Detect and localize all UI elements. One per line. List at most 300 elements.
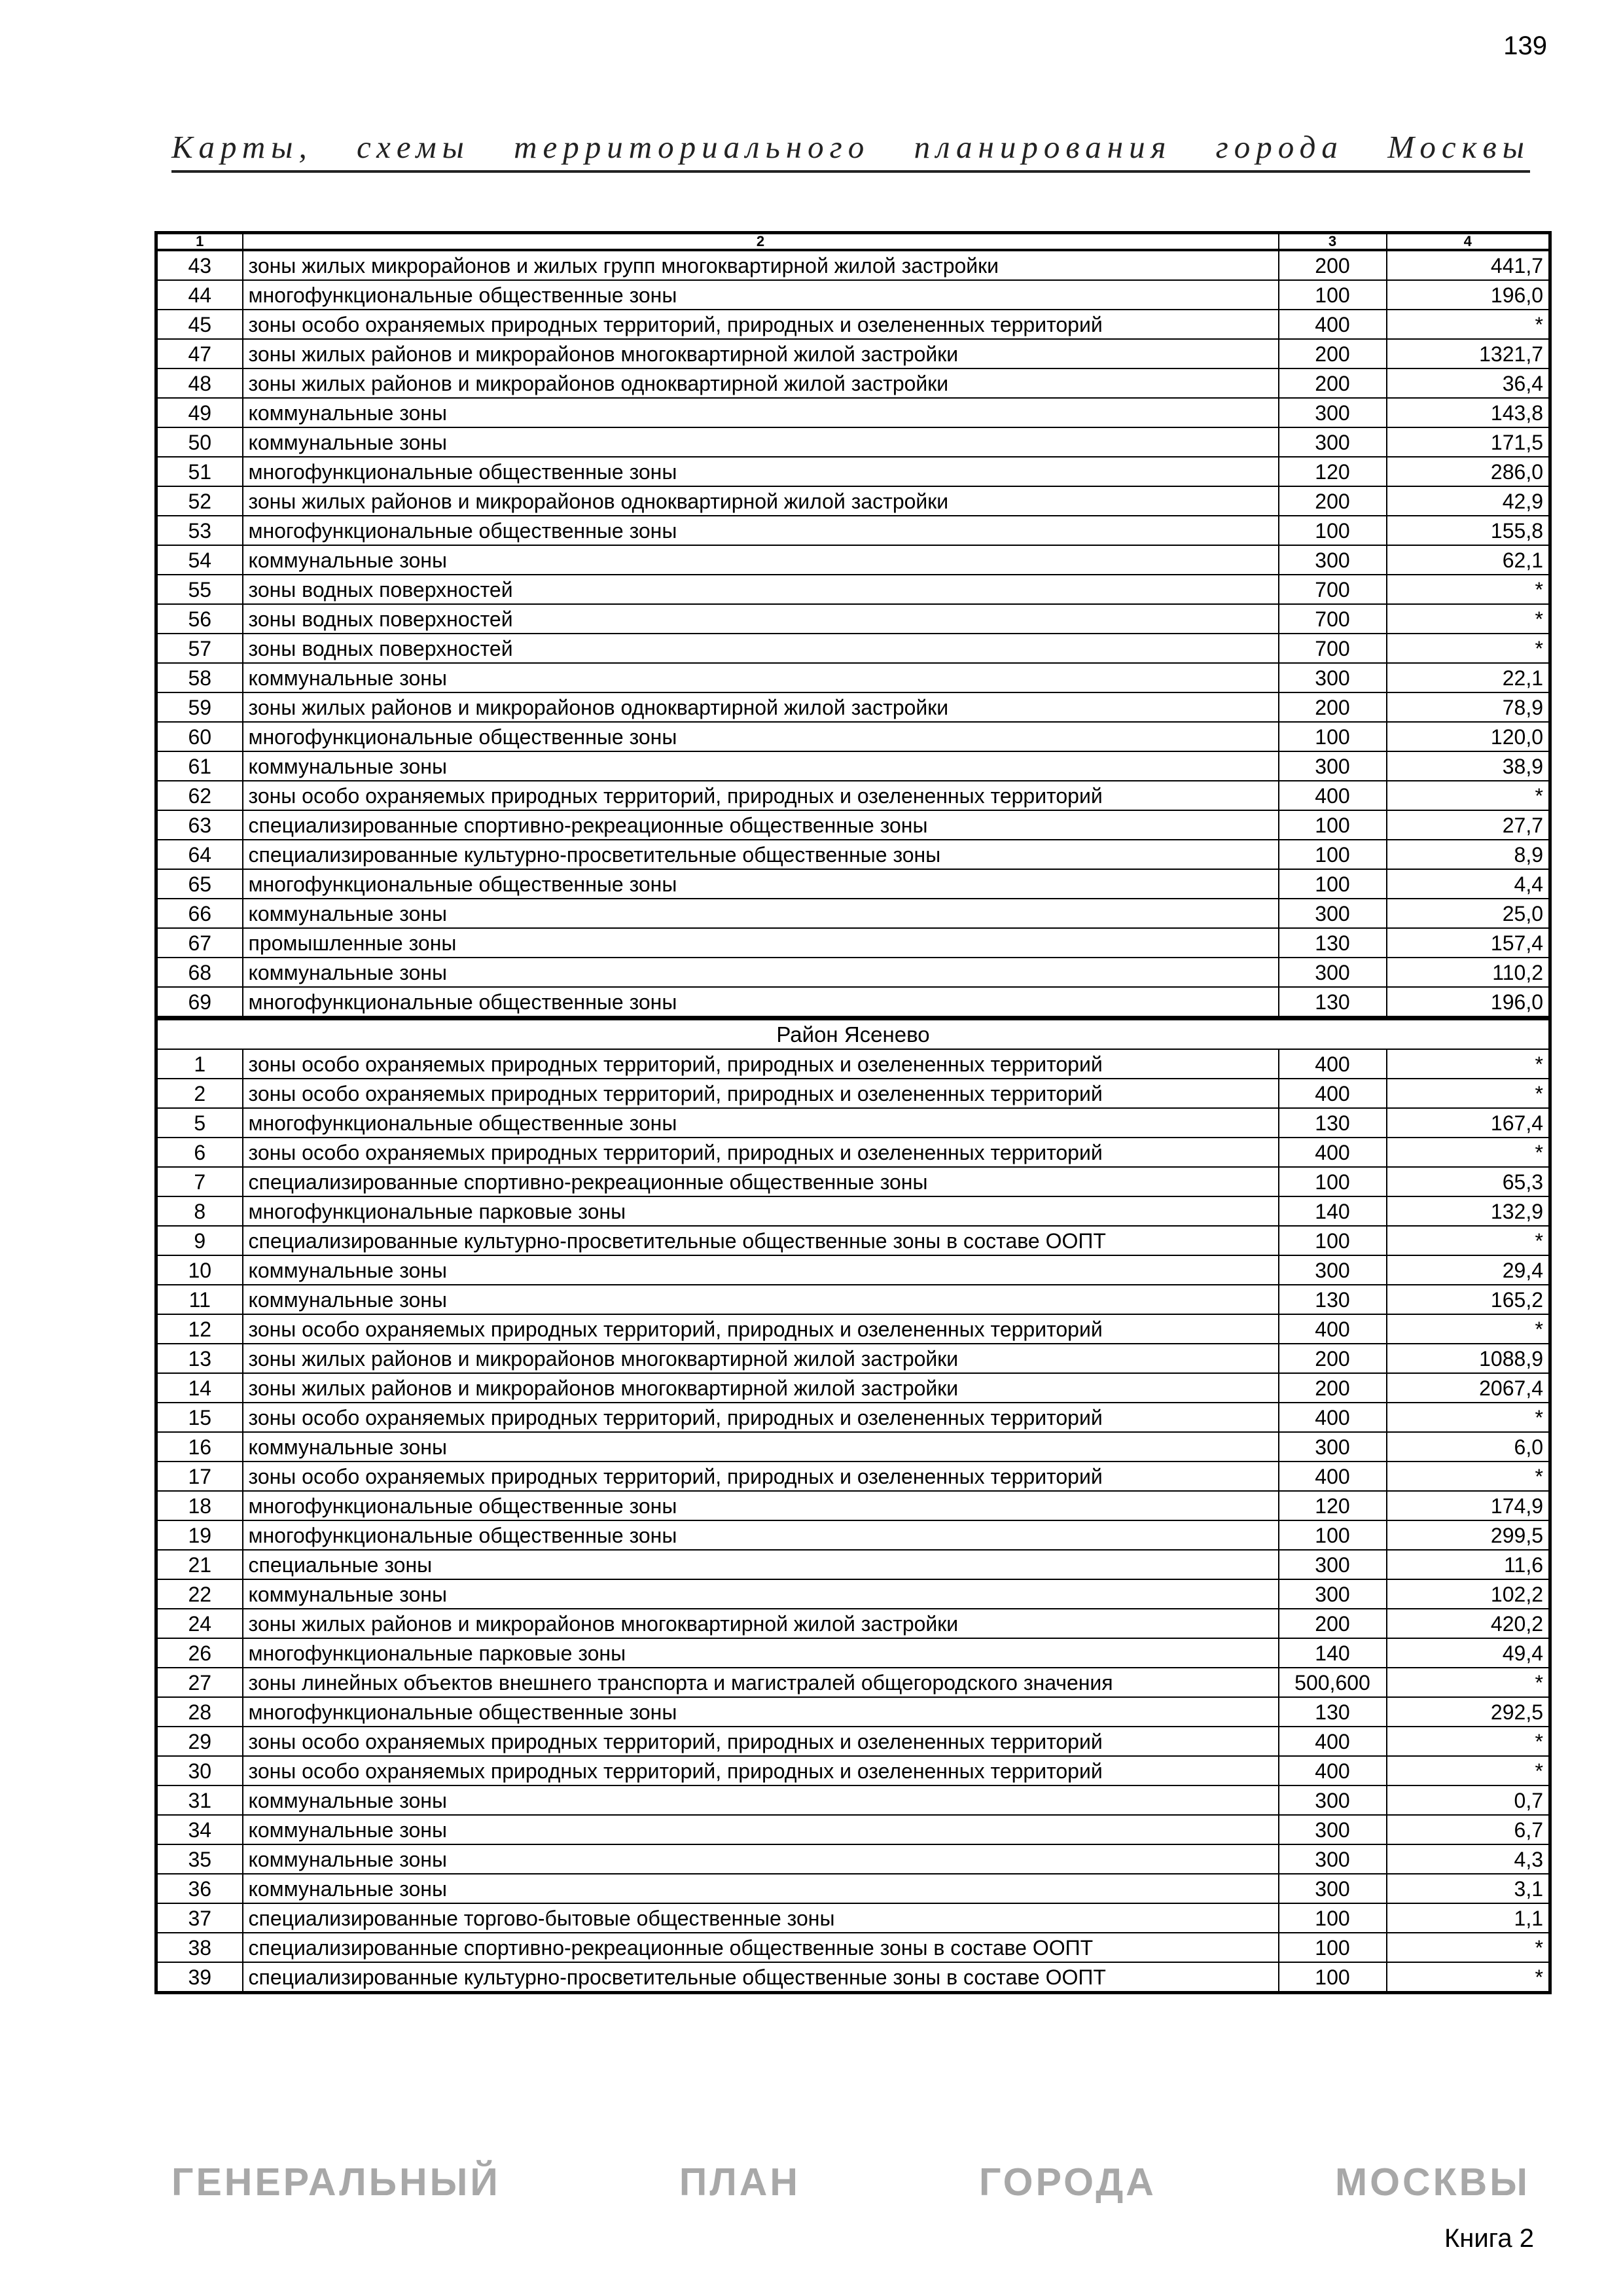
zone-name-cell: коммунальные зоны — [243, 663, 1279, 692]
table-row — [156, 1579, 1550, 1609]
zone-code-cell: 140 — [1279, 1196, 1387, 1226]
row-number-cell: 27 — [156, 1668, 243, 1697]
zone-area-cell: 27,7 — [1387, 810, 1550, 840]
zone-area-cell: * — [1387, 604, 1550, 634]
table-row — [156, 928, 1550, 958]
row-number-cell: 47 — [156, 339, 243, 368]
zone-name-cell: многофункциональные общественные зоны — [243, 1697, 1279, 1727]
zone-name-cell: зоны особо охраняемых природных территорий, природных и озелененных территорий — [243, 310, 1279, 339]
zone-name-cell: многофункциональные парковые зоны — [243, 1196, 1279, 1226]
table-row — [156, 840, 1550, 869]
table-row — [156, 1108, 1550, 1138]
zone-name-cell: специализированные спортивно-рекреационные общественные зоны — [243, 810, 1279, 840]
zone-area-cell: 42,9 — [1387, 486, 1550, 516]
row-number-cell: 24 — [156, 1609, 243, 1638]
zone-name-cell: зоны особо охраняемых природных территорий, природных и озелененных территорий — [243, 1079, 1279, 1108]
table-row — [156, 339, 1550, 368]
zone-name-cell: многофункциональные общественные зоны — [243, 457, 1279, 486]
table-row — [156, 1314, 1550, 1344]
zone-code-cell: 300 — [1279, 663, 1387, 692]
table-row — [156, 310, 1550, 339]
row-number-cell: 10 — [156, 1255, 243, 1285]
row-number-cell: 31 — [156, 1785, 243, 1815]
table-row — [156, 1609, 1550, 1638]
zone-area-cell: 2067,4 — [1387, 1373, 1550, 1403]
zone-name-cell: многофункциональные общественные зоны — [243, 1108, 1279, 1138]
document-header-title: Карты, схемы территориального планирования города Москвы — [171, 129, 1530, 165]
zone-area-cell: * — [1387, 1462, 1550, 1491]
row-number-cell: 65 — [156, 869, 243, 899]
zone-name-cell: коммунальные зоны — [243, 1255, 1279, 1285]
zone-name-cell: зоны водных поверхностей — [243, 634, 1279, 663]
zone-name-cell: зоны особо охраняемых природных территорий, природных и озелененных территорий — [243, 781, 1279, 810]
zone-code-cell: 100 — [1279, 1226, 1387, 1255]
row-number-cell: 44 — [156, 280, 243, 310]
table-row — [156, 1815, 1550, 1844]
zone-area-cell: * — [1387, 1756, 1550, 1785]
zone-code-cell: 200 — [1279, 1609, 1387, 1638]
zone-area-cell: 165,2 — [1387, 1285, 1550, 1314]
zone-code-cell: 200 — [1279, 250, 1387, 280]
zone-code-cell: 700 — [1279, 575, 1387, 604]
row-number-cell: 17 — [156, 1462, 243, 1491]
zone-code-cell: 300 — [1279, 1432, 1387, 1462]
row-number-cell: 69 — [156, 987, 243, 1018]
header-rule — [171, 170, 1530, 173]
zone-code-cell: 100 — [1279, 516, 1387, 545]
column-header: 2 — [243, 233, 1279, 251]
section-row — [156, 1018, 1550, 1050]
zone-name-cell: зоны жилых районов и микрорайонов многоквартирной жилой застройки — [243, 1344, 1279, 1373]
table-row — [156, 398, 1550, 427]
zone-name-cell: зоны особо охраняемых природных территорий, природных и озелененных территорий — [243, 1462, 1279, 1491]
zone-name-cell: зоны линейных объектов внешнего транспорта и магистралей общегородского значения — [243, 1668, 1279, 1697]
table-row — [156, 427, 1550, 457]
zone-code-cell: 400 — [1279, 1727, 1387, 1756]
zone-name-cell: специальные зоны — [243, 1550, 1279, 1579]
table-row — [156, 1727, 1550, 1756]
row-number-cell: 56 — [156, 604, 243, 634]
row-number-cell: 26 — [156, 1638, 243, 1668]
table-row — [156, 545, 1550, 575]
table-row — [156, 1049, 1550, 1079]
row-number-cell: 16 — [156, 1432, 243, 1462]
zone-code-cell: 300 — [1279, 1815, 1387, 1844]
zone-area-cell: 6,7 — [1387, 1815, 1550, 1844]
zone-area-cell: 1,1 — [1387, 1903, 1550, 1933]
zone-name-cell: зоны особо охраняемых природных территорий, природных и озелененных территорий — [243, 1314, 1279, 1344]
row-number-cell: 39 — [156, 1962, 243, 1993]
table-row — [156, 987, 1550, 1018]
zone-code-cell: 100 — [1279, 1903, 1387, 1933]
zone-code-cell: 300 — [1279, 427, 1387, 457]
table-row — [156, 1638, 1550, 1668]
zone-name-cell: зоны жилых районов и микрорайонов многоквартирной жилой застройки — [243, 339, 1279, 368]
zone-area-cell: * — [1387, 634, 1550, 663]
zone-code-cell: 200 — [1279, 339, 1387, 368]
zone-code-cell: 100 — [1279, 1167, 1387, 1196]
zone-code-cell: 130 — [1279, 987, 1387, 1018]
table-row — [156, 1462, 1550, 1491]
zone-area-cell: 11,6 — [1387, 1550, 1550, 1579]
zone-area-cell: 4,4 — [1387, 869, 1550, 899]
row-number-cell: 51 — [156, 457, 243, 486]
zone-name-cell: многофункциональные парковые зоны — [243, 1638, 1279, 1668]
zone-area-cell: 29,4 — [1387, 1255, 1550, 1285]
footer-title: ГЕНЕРАЛЬНЫЙ ПЛАН ГОРОДА МОСКВЫ — [171, 2161, 1530, 2204]
row-number-cell: 59 — [156, 692, 243, 722]
zone-area-cell: 157,4 — [1387, 928, 1550, 958]
table-row — [156, 1668, 1550, 1697]
table-row — [156, 1403, 1550, 1432]
table-row — [156, 516, 1550, 545]
zone-code-cell: 200 — [1279, 1373, 1387, 1403]
zone-code-cell: 400 — [1279, 1314, 1387, 1344]
zone-code-cell: 300 — [1279, 1844, 1387, 1874]
zone-code-cell: 130 — [1279, 1697, 1387, 1727]
table-row — [156, 1079, 1550, 1108]
zone-name-cell: специализированные спортивно-рекреационные общественные зоны в составе ООПТ — [243, 1933, 1279, 1962]
zone-area-cell: 49,4 — [1387, 1638, 1550, 1668]
zone-area-cell: 420,2 — [1387, 1609, 1550, 1638]
table-row — [156, 250, 1550, 280]
zone-code-cell: 700 — [1279, 634, 1387, 663]
zone-area-cell: * — [1387, 310, 1550, 339]
row-number-cell: 58 — [156, 663, 243, 692]
zone-area-cell: 25,0 — [1387, 899, 1550, 928]
row-number-cell: 54 — [156, 545, 243, 575]
row-number-cell: 9 — [156, 1226, 243, 1255]
zone-name-cell: специализированные культурно-просветительные общественные зоны — [243, 840, 1279, 869]
table-row — [156, 1167, 1550, 1196]
row-number-cell: 55 — [156, 575, 243, 604]
zone-code-cell: 400 — [1279, 1403, 1387, 1432]
table-row — [156, 1962, 1550, 1993]
table-row — [156, 575, 1550, 604]
zone-name-cell: коммунальные зоны — [243, 1579, 1279, 1609]
zone-name-cell: зоны водных поверхностей — [243, 604, 1279, 634]
zone-name-cell: многофункциональные общественные зоны — [243, 869, 1279, 899]
row-number-cell: 8 — [156, 1196, 243, 1226]
row-number-cell: 5 — [156, 1108, 243, 1138]
row-number-cell: 34 — [156, 1815, 243, 1844]
zone-name-cell: многофункциональные общественные зоны — [243, 516, 1279, 545]
section-title: Район Ясенево — [156, 1018, 1550, 1050]
zone-code-cell: 100 — [1279, 1520, 1387, 1550]
zone-code-cell: 130 — [1279, 928, 1387, 958]
table-row — [156, 1874, 1550, 1903]
row-number-cell: 7 — [156, 1167, 243, 1196]
row-number-cell: 2 — [156, 1079, 243, 1108]
zone-code-cell: 300 — [1279, 899, 1387, 928]
zone-name-cell: коммунальные зоны — [243, 427, 1279, 457]
zone-name-cell: зоны жилых районов и микрорайонов одноквартирной жилой застройки — [243, 692, 1279, 722]
zone-code-cell: 300 — [1279, 958, 1387, 987]
table-header-row — [156, 233, 1550, 251]
table-row — [156, 1520, 1550, 1550]
row-number-cell: 62 — [156, 781, 243, 810]
row-number-cell: 45 — [156, 310, 243, 339]
zone-code-cell: 300 — [1279, 1255, 1387, 1285]
zone-code-cell: 300 — [1279, 751, 1387, 781]
zone-name-cell: коммунальные зоны — [243, 1815, 1279, 1844]
zone-area-cell: 36,4 — [1387, 368, 1550, 398]
book-label: Книга 2 — [1444, 2224, 1534, 2253]
zone-area-cell: * — [1387, 781, 1550, 810]
table-row — [156, 634, 1550, 663]
row-number-cell: 12 — [156, 1314, 243, 1344]
zone-code-cell: 300 — [1279, 1579, 1387, 1609]
row-number-cell: 15 — [156, 1403, 243, 1432]
zone-area-cell: 120,0 — [1387, 722, 1550, 751]
table-row — [156, 1285, 1550, 1314]
table-row — [156, 1903, 1550, 1933]
column-header: 4 — [1387, 233, 1550, 251]
zones-table — [154, 231, 1552, 1994]
zone-area-cell: 441,7 — [1387, 250, 1550, 280]
zone-area-cell: 286,0 — [1387, 457, 1550, 486]
zone-area-cell: * — [1387, 1226, 1550, 1255]
zone-area-cell: * — [1387, 1314, 1550, 1344]
row-number-cell: 50 — [156, 427, 243, 457]
zone-code-cell: 100 — [1279, 722, 1387, 751]
zone-code-cell: 100 — [1279, 1933, 1387, 1962]
zone-code-cell: 100 — [1279, 869, 1387, 899]
table-row — [156, 1756, 1550, 1785]
zone-name-cell: зоны жилых районов и микрорайонов многоквартирной жилой застройки — [243, 1373, 1279, 1403]
zone-name-cell: зоны жилых районов и микрорайонов одноквартирной жилой застройки — [243, 486, 1279, 516]
zone-area-cell: 65,3 — [1387, 1167, 1550, 1196]
zone-name-cell: зоны жилых микрорайонов и жилых групп многоквартирной жилой застройки — [243, 250, 1279, 280]
column-header: 1 — [156, 233, 243, 251]
zone-area-cell: 4,3 — [1387, 1844, 1550, 1874]
zone-name-cell: коммунальные зоны — [243, 398, 1279, 427]
zone-name-cell: промышленные зоны — [243, 928, 1279, 958]
zone-area-cell: 78,9 — [1387, 692, 1550, 722]
zone-code-cell: 140 — [1279, 1638, 1387, 1668]
zone-area-cell: * — [1387, 1933, 1550, 1962]
zone-area-cell: 143,8 — [1387, 398, 1550, 427]
zone-area-cell: 38,9 — [1387, 751, 1550, 781]
zone-area-cell: 299,5 — [1387, 1520, 1550, 1550]
zone-area-cell: 132,9 — [1387, 1196, 1550, 1226]
zone-code-cell: 130 — [1279, 1285, 1387, 1314]
table-body — [156, 250, 1550, 1993]
zone-name-cell: зоны жилых районов и микрорайонов одноквартирной жилой застройки — [243, 368, 1279, 398]
row-number-cell: 52 — [156, 486, 243, 516]
row-number-cell: 29 — [156, 1727, 243, 1756]
zone-code-cell: 400 — [1279, 1049, 1387, 1079]
zone-name-cell: зоны жилых районов и микрорайонов многоквартирной жилой застройки — [243, 1609, 1279, 1638]
zone-name-cell: коммунальные зоны — [243, 1844, 1279, 1874]
zone-name-cell: зоны особо охраняемых природных территорий, природных и озелененных территорий — [243, 1403, 1279, 1432]
zone-code-cell: 300 — [1279, 545, 1387, 575]
zone-area-cell: 102,2 — [1387, 1579, 1550, 1609]
zone-code-cell: 130 — [1279, 1108, 1387, 1138]
zone-code-cell: 300 — [1279, 1785, 1387, 1815]
table-row — [156, 280, 1550, 310]
table-row — [156, 1373, 1550, 1403]
zone-name-cell: коммунальные зоны — [243, 1785, 1279, 1815]
table-row — [156, 781, 1550, 810]
zone-area-cell: 174,9 — [1387, 1491, 1550, 1520]
table-row — [156, 604, 1550, 634]
row-number-cell: 66 — [156, 899, 243, 928]
table-row — [156, 1550, 1550, 1579]
zone-name-cell: специализированные торгово-бытовые общественные зоны — [243, 1903, 1279, 1933]
zone-code-cell: 400 — [1279, 781, 1387, 810]
table-row — [156, 1491, 1550, 1520]
row-number-cell: 48 — [156, 368, 243, 398]
row-number-cell: 68 — [156, 958, 243, 987]
zone-code-cell: 300 — [1279, 1874, 1387, 1903]
zone-area-cell: * — [1387, 1049, 1550, 1079]
zone-code-cell: 100 — [1279, 1962, 1387, 1993]
table-row — [156, 1697, 1550, 1727]
zone-code-cell: 120 — [1279, 1491, 1387, 1520]
zone-code-cell: 300 — [1279, 398, 1387, 427]
zone-code-cell: 500,600 — [1279, 1668, 1387, 1697]
zone-code-cell: 100 — [1279, 280, 1387, 310]
row-number-cell: 57 — [156, 634, 243, 663]
zone-code-cell: 100 — [1279, 840, 1387, 869]
zone-name-cell: специализированные культурно-просветительные общественные зоны в составе ООПТ — [243, 1962, 1279, 1993]
zone-name-cell: коммунальные зоны — [243, 751, 1279, 781]
zone-area-cell: 1321,7 — [1387, 339, 1550, 368]
zone-code-cell: 300 — [1279, 1550, 1387, 1579]
table-row — [156, 810, 1550, 840]
table-row — [156, 1785, 1550, 1815]
zone-code-cell: 400 — [1279, 1079, 1387, 1108]
table-row — [156, 1432, 1550, 1462]
table-row — [156, 958, 1550, 987]
zone-code-cell: 400 — [1279, 1138, 1387, 1167]
table-row — [156, 1196, 1550, 1226]
table-row — [156, 751, 1550, 781]
zone-area-cell: * — [1387, 1079, 1550, 1108]
row-number-cell: 36 — [156, 1874, 243, 1903]
row-number-cell: 61 — [156, 751, 243, 781]
row-number-cell: 35 — [156, 1844, 243, 1874]
zone-name-cell: коммунальные зоны — [243, 1874, 1279, 1903]
zone-area-cell: * — [1387, 1668, 1550, 1697]
zone-area-cell: 196,0 — [1387, 987, 1550, 1018]
zone-area-cell: * — [1387, 1727, 1550, 1756]
zone-code-cell: 100 — [1279, 810, 1387, 840]
zone-name-cell: коммунальные зоны — [243, 1285, 1279, 1314]
table-row — [156, 1344, 1550, 1373]
row-number-cell: 64 — [156, 840, 243, 869]
zone-name-cell: коммунальные зоны — [243, 1432, 1279, 1462]
row-number-cell: 49 — [156, 398, 243, 427]
zone-name-cell: специализированные культурно-просветительные общественные зоны в составе ООПТ — [243, 1226, 1279, 1255]
row-number-cell: 22 — [156, 1579, 243, 1609]
zone-area-cell: * — [1387, 575, 1550, 604]
row-number-cell: 13 — [156, 1344, 243, 1373]
table-row — [156, 869, 1550, 899]
zone-name-cell: коммунальные зоны — [243, 958, 1279, 987]
zone-area-cell: 196,0 — [1387, 280, 1550, 310]
column-header: 3 — [1279, 233, 1387, 251]
row-number-cell: 60 — [156, 722, 243, 751]
zone-name-cell: многофункциональные общественные зоны — [243, 987, 1279, 1018]
zone-name-cell: многофункциональные общественные зоны — [243, 722, 1279, 751]
zone-name-cell: коммунальные зоны — [243, 545, 1279, 575]
row-number-cell: 11 — [156, 1285, 243, 1314]
zone-area-cell: 110,2 — [1387, 958, 1550, 987]
zone-name-cell: коммунальные зоны — [243, 899, 1279, 928]
zone-code-cell: 200 — [1279, 692, 1387, 722]
row-number-cell: 67 — [156, 928, 243, 958]
zone-area-cell: * — [1387, 1138, 1550, 1167]
zone-area-cell: 3,1 — [1387, 1874, 1550, 1903]
table-row — [156, 1844, 1550, 1874]
table-row — [156, 457, 1550, 486]
row-number-cell: 53 — [156, 516, 243, 545]
row-number-cell: 14 — [156, 1373, 243, 1403]
zone-name-cell: многофункциональные общественные зоны — [243, 1520, 1279, 1550]
row-number-cell: 21 — [156, 1550, 243, 1579]
zone-name-cell: зоны особо охраняемых природных территорий, природных и озелененных территорий — [243, 1756, 1279, 1785]
zone-name-cell: зоны особо охраняемых природных территорий, природных и озелененных территорий — [243, 1138, 1279, 1167]
zone-area-cell: 22,1 — [1387, 663, 1550, 692]
zone-code-cell: 400 — [1279, 1756, 1387, 1785]
zone-area-cell: * — [1387, 1403, 1550, 1432]
zone-code-cell: 400 — [1279, 310, 1387, 339]
table-row — [156, 899, 1550, 928]
zone-name-cell: многофункциональные общественные зоны — [243, 1491, 1279, 1520]
table-row — [156, 1933, 1550, 1962]
zone-area-cell: 0,7 — [1387, 1785, 1550, 1815]
zone-code-cell: 400 — [1279, 1462, 1387, 1491]
zone-area-cell: 171,5 — [1387, 427, 1550, 457]
row-number-cell: 30 — [156, 1756, 243, 1785]
table-row — [156, 1255, 1550, 1285]
table-row — [156, 1138, 1550, 1167]
row-number-cell: 1 — [156, 1049, 243, 1079]
table-row — [156, 663, 1550, 692]
zone-name-cell: многофункциональные общественные зоны — [243, 280, 1279, 310]
zone-code-cell: 700 — [1279, 604, 1387, 634]
zone-area-cell: 167,4 — [1387, 1108, 1550, 1138]
zone-area-cell: 62,1 — [1387, 545, 1550, 575]
table-row — [156, 486, 1550, 516]
row-number-cell: 18 — [156, 1491, 243, 1520]
zone-area-cell: 6,0 — [1387, 1432, 1550, 1462]
zone-name-cell: зоны особо охраняемых природных территорий, природных и озелененных территорий — [243, 1049, 1279, 1079]
zone-code-cell: 200 — [1279, 486, 1387, 516]
zone-name-cell: специализированные спортивно-рекреационные общественные зоны — [243, 1167, 1279, 1196]
zone-code-cell: 200 — [1279, 1344, 1387, 1373]
zone-name-cell: зоны особо охраняемых природных территорий, природных и озелененных территорий — [243, 1727, 1279, 1756]
table-row — [156, 722, 1550, 751]
row-number-cell: 19 — [156, 1520, 243, 1550]
page-number: 139 — [1503, 31, 1547, 60]
row-number-cell: 38 — [156, 1933, 243, 1962]
row-number-cell: 6 — [156, 1138, 243, 1167]
table-row — [156, 1226, 1550, 1255]
row-number-cell: 37 — [156, 1903, 243, 1933]
zone-code-cell: 120 — [1279, 457, 1387, 486]
zone-area-cell: 292,5 — [1387, 1697, 1550, 1727]
table-row — [156, 368, 1550, 398]
zone-area-cell: 155,8 — [1387, 516, 1550, 545]
zone-area-cell: 1088,9 — [1387, 1344, 1550, 1373]
zone-area-cell: * — [1387, 1962, 1550, 1993]
zone-code-cell: 200 — [1279, 368, 1387, 398]
row-number-cell: 63 — [156, 810, 243, 840]
row-number-cell: 43 — [156, 250, 243, 280]
